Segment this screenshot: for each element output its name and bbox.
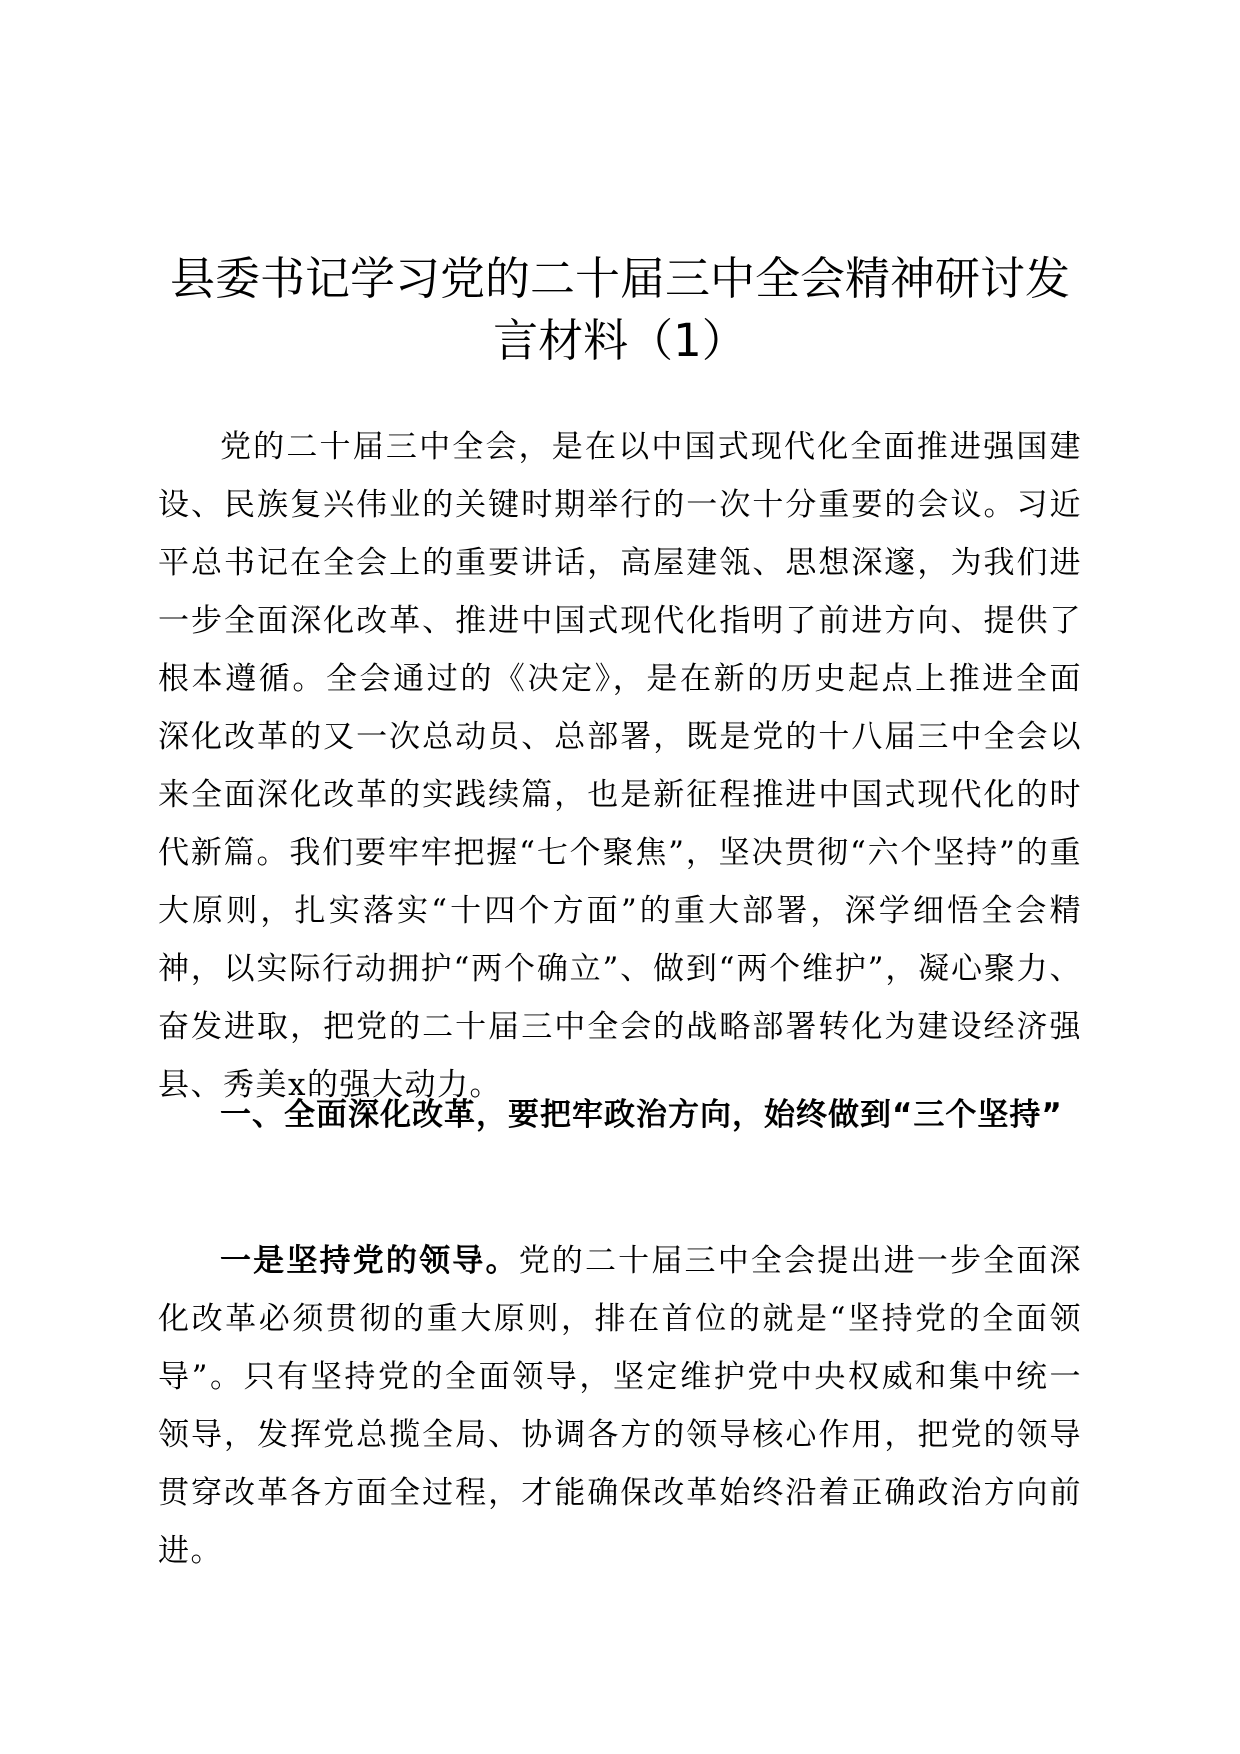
point-text: 党的二十届三中全会提出进一步全面深化改革必须贯彻的重大原则，排在首位的就是“坚持党的全面领导”。只有坚持党的全面领导，坚定维护党中央权威和集中统一领导，发挥党总揽全局、协调各方的领导核心作用，把党的领导贯穿改革各方面全过程，才能确保改革始终沿着正确政治方向前进。 [158,1243,1083,1569]
point-paragraph [158,1232,1082,1580]
intro-paragraph: 党的二十届三中全会，是在以中国式现代化全面推进强国建设、民族复兴伟业的关键时期举行的一次十分重要的会议。习近平总书记在全会上的重要讲话，高屋建瓴、思想深邃，为我们进一步全面深化改革、推进中国式现代化指明了前进方向、提供了根本遵循。全会通过的《决定》，是在新的历史起点上推进全面深化改革的又一次总动员、总部署，既是党的十八届三中全会以来全面深化改革的实践续篇，也是新征程推进中国式现代化的时代新篇。我们要牢牢把握“七个聚焦”，坚决贯彻“六个坚持”的重大原则，扎实落实“十四个方面”的重大部署，深学细悟全会精神，以实际行动拥护“两个确立”、做到“两个维护”，凝心聚力、奋发进取，把党的二十届三中全会的战略部署转化为建设经济强县、秀美x的强大动力。 [158,429,1082,1103]
section-heading: 一、全面深化改革，要把牢政治方向，始终做到“三个坚持” [220,1097,1063,1133]
document-title: 县委书记学习党的二十届三中全会精神研讨发言材料（1） [169,252,1070,367]
point-lead: 一是坚持党的领导。 [220,1243,519,1279]
